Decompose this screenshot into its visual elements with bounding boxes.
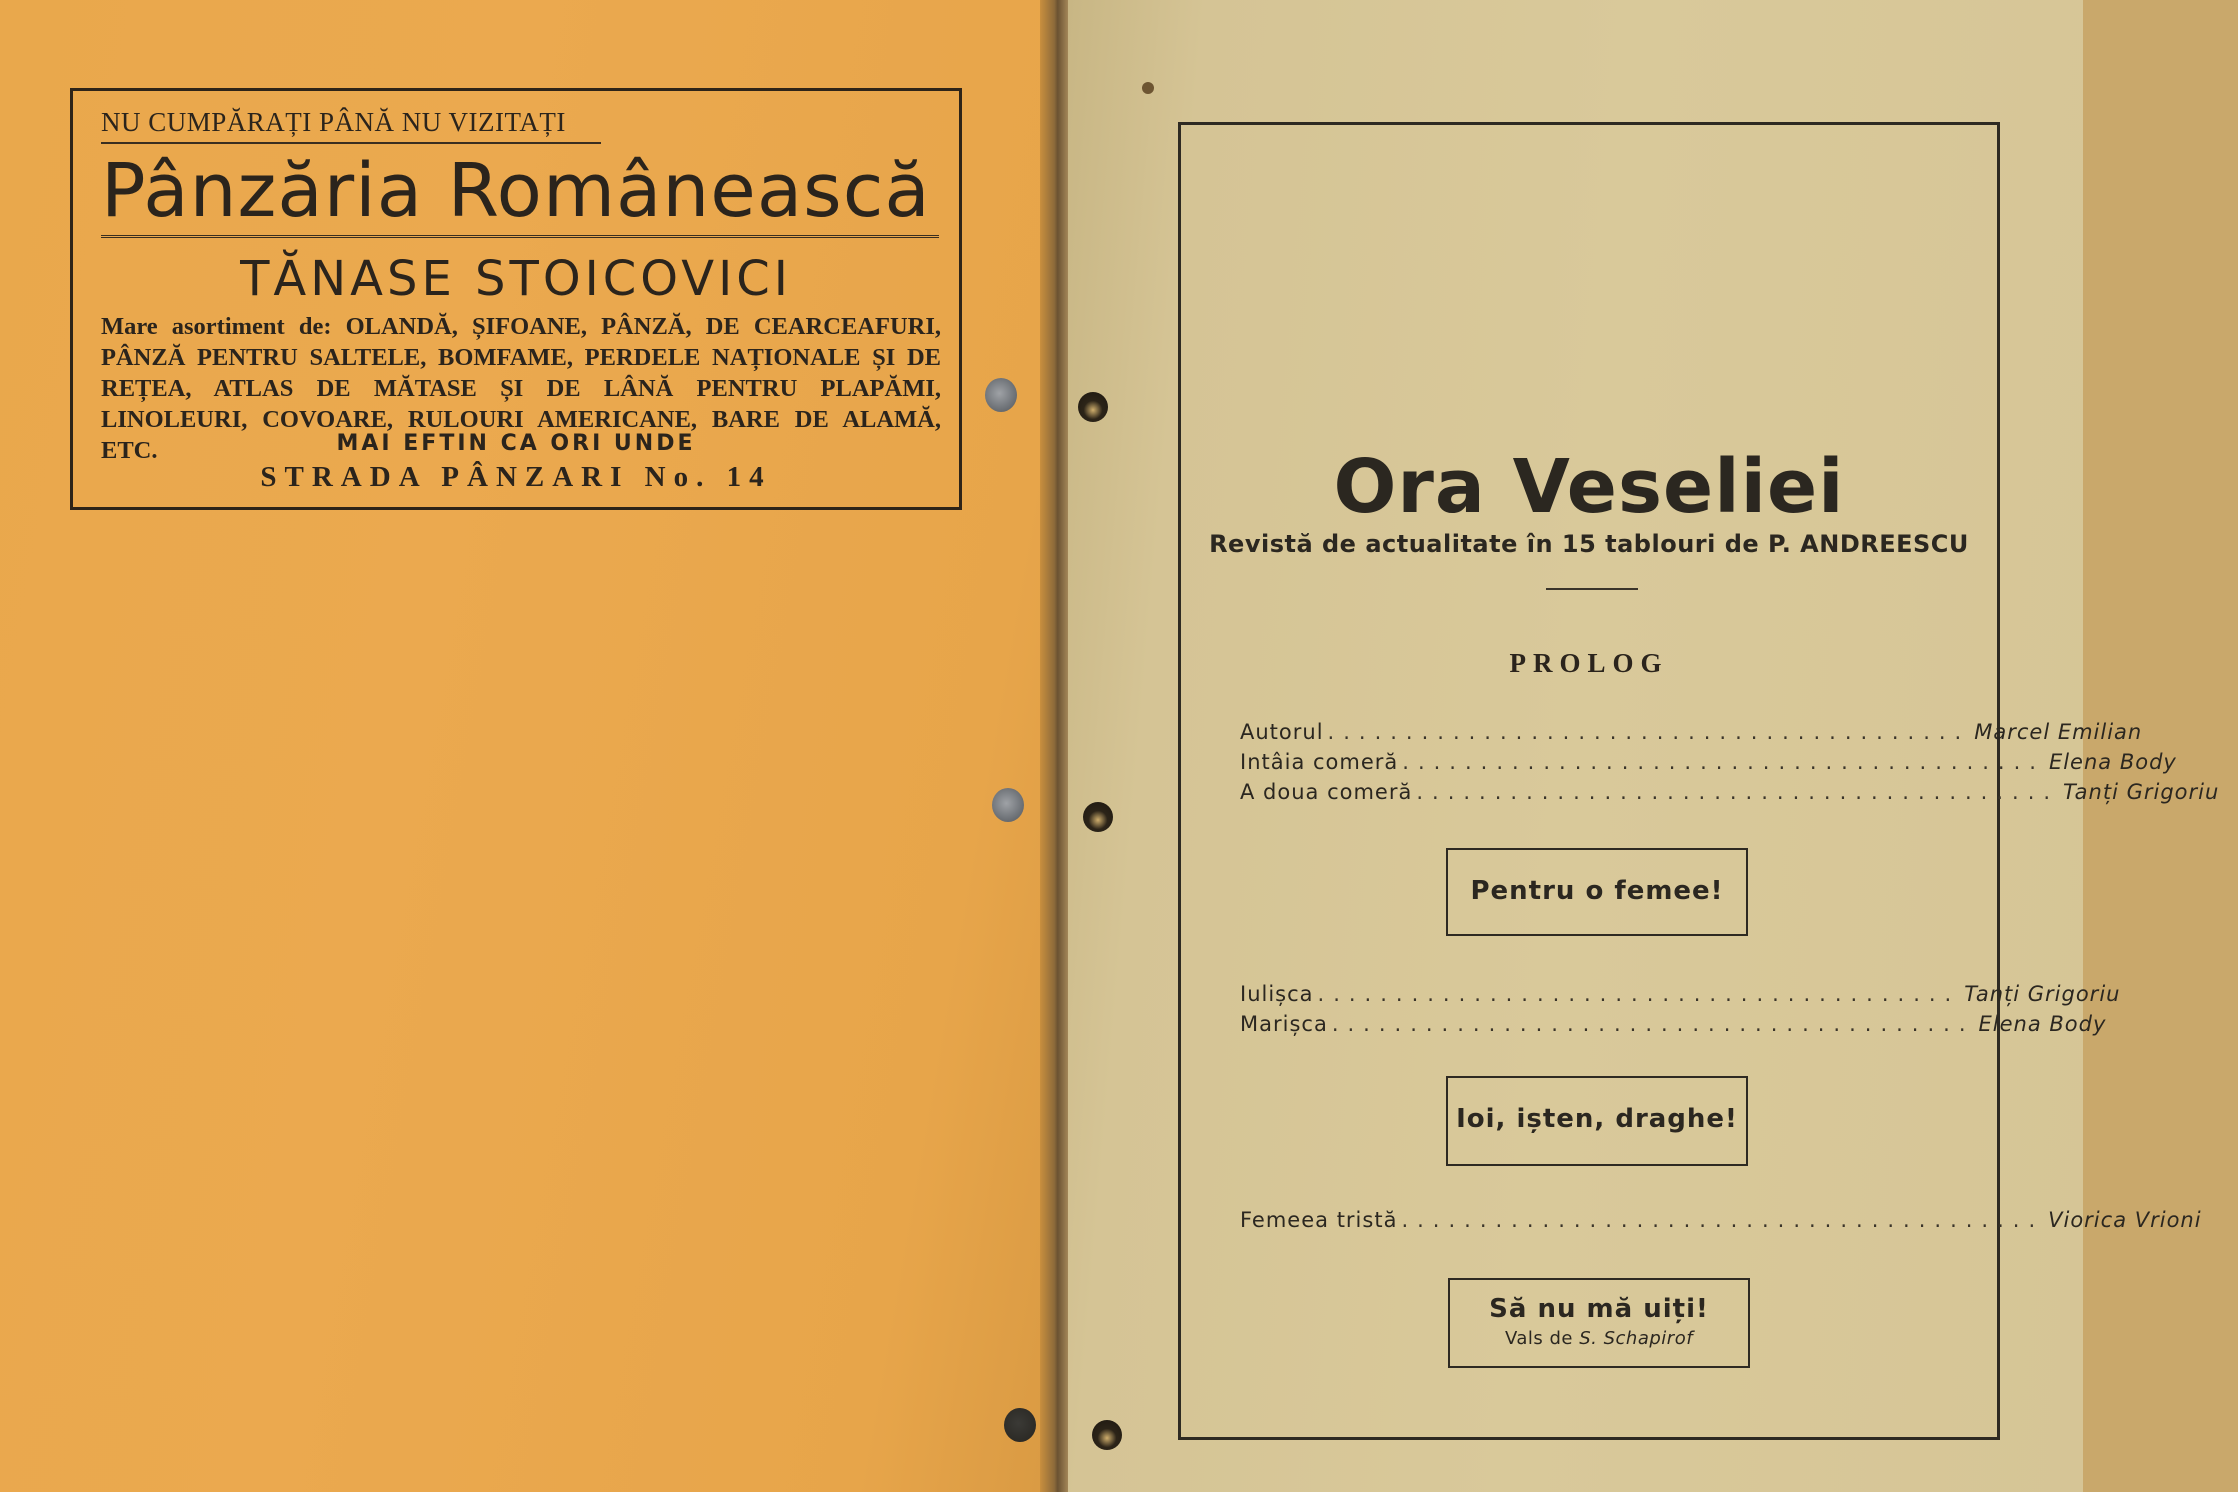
number-title: Să nu mă uiți! [1489, 1294, 1709, 1324]
advertisement-box [70, 88, 962, 510]
number-title-box [1446, 1076, 1748, 1166]
ad-slogan: MAI EFTIN CA ORI UNDE [336, 431, 696, 456]
ad-owner: TĂNASE STOICOVICI [240, 251, 792, 307]
cast-row [1240, 720, 2143, 750]
cast-role: Iulișca [1240, 982, 1314, 1006]
credit-name: S. Schapirof [1579, 1328, 1694, 1349]
left-page [0, 0, 1055, 1492]
cast-row [1240, 780, 2220, 810]
ad-top-line: NU CUMPĂRAȚI PÂNĂ NU VIZITAȚI [101, 107, 601, 144]
number-title-box [1446, 848, 1748, 936]
number-title: Pentru o femee! [1470, 876, 1724, 906]
dot-leader: ......................................... [1401, 1208, 2045, 1232]
punch-hole [992, 788, 1024, 822]
punch-hole [1078, 392, 1108, 422]
cast-actor: Tanți Grigoriu [2063, 780, 2220, 804]
program-subtitle: Revistă de actualitate în 15 tablouri de P. ANDREESCU [1209, 530, 1969, 558]
cast-role: Autorul [1240, 720, 1324, 744]
divider-rule [1546, 588, 1638, 590]
prolog-heading: PROLOG [1509, 648, 1669, 678]
dot-leader: ......................................... [1331, 1012, 1975, 1036]
punch-hole [985, 378, 1017, 412]
paper-stain [1142, 82, 1154, 94]
cast-role: A doua comeră [1240, 780, 1413, 804]
ad-address: STRADA PÂNZARI No. 14 [260, 461, 772, 493]
dot-leader: ......................................... [1327, 720, 1971, 744]
cast-actor: Elena Body [1978, 1012, 2107, 1036]
credit-prefix: Vals de [1504, 1328, 1573, 1349]
cast-role: Femeea tristă [1240, 1208, 1398, 1232]
dot-leader: ......................................... [1416, 780, 2060, 804]
number-title-box [1448, 1278, 1750, 1368]
number-title: Ioi, ișten, draghe! [1456, 1104, 1738, 1134]
cast-row [1240, 1012, 2107, 1042]
cast-role: Intâia comeră [1240, 750, 1399, 774]
cast-actor: Tanți Grigoriu [1964, 982, 2121, 1006]
ad-shop-name: Pânzăria Românească [101, 153, 939, 238]
dot-leader: ......................................... [1317, 982, 1961, 1006]
cast-role: Marișca [1240, 1012, 1328, 1036]
program-title: Ora Veseliei [1333, 444, 1845, 530]
cast-actor: Elena Body [2048, 750, 2177, 774]
cast-row [1240, 750, 2177, 780]
number-credit [1450, 1328, 1748, 1349]
cast-row [1240, 982, 2121, 1012]
cast-actor: Marcel Emilian [1974, 720, 2143, 744]
dot-leader: ......................................... [1402, 750, 2045, 774]
punch-hole [1004, 1408, 1036, 1442]
punch-hole [1083, 802, 1113, 832]
punch-hole [1092, 1420, 1122, 1450]
ad-description: Mare asortiment de: OLANDĂ, ȘIFOANE, PÂNZĂ, DE CEARCEAFURI, PÂNZĂ PENTRU SALTELE, BOMFAME, PERDELE NAȚIONALE ȘI DE REȚEA, ATLAS DE MĂTASE ȘI DE LÂNĂ PENTRU PLAPĂMI, LINOLEURI, COVOARE, RULOURI AMERICANE, BARE DE ALAMĂ, ETC. [101, 313, 941, 464]
cast-row [1240, 1208, 2202, 1238]
cast-actor: Viorica Vrioni [2048, 1208, 2202, 1232]
